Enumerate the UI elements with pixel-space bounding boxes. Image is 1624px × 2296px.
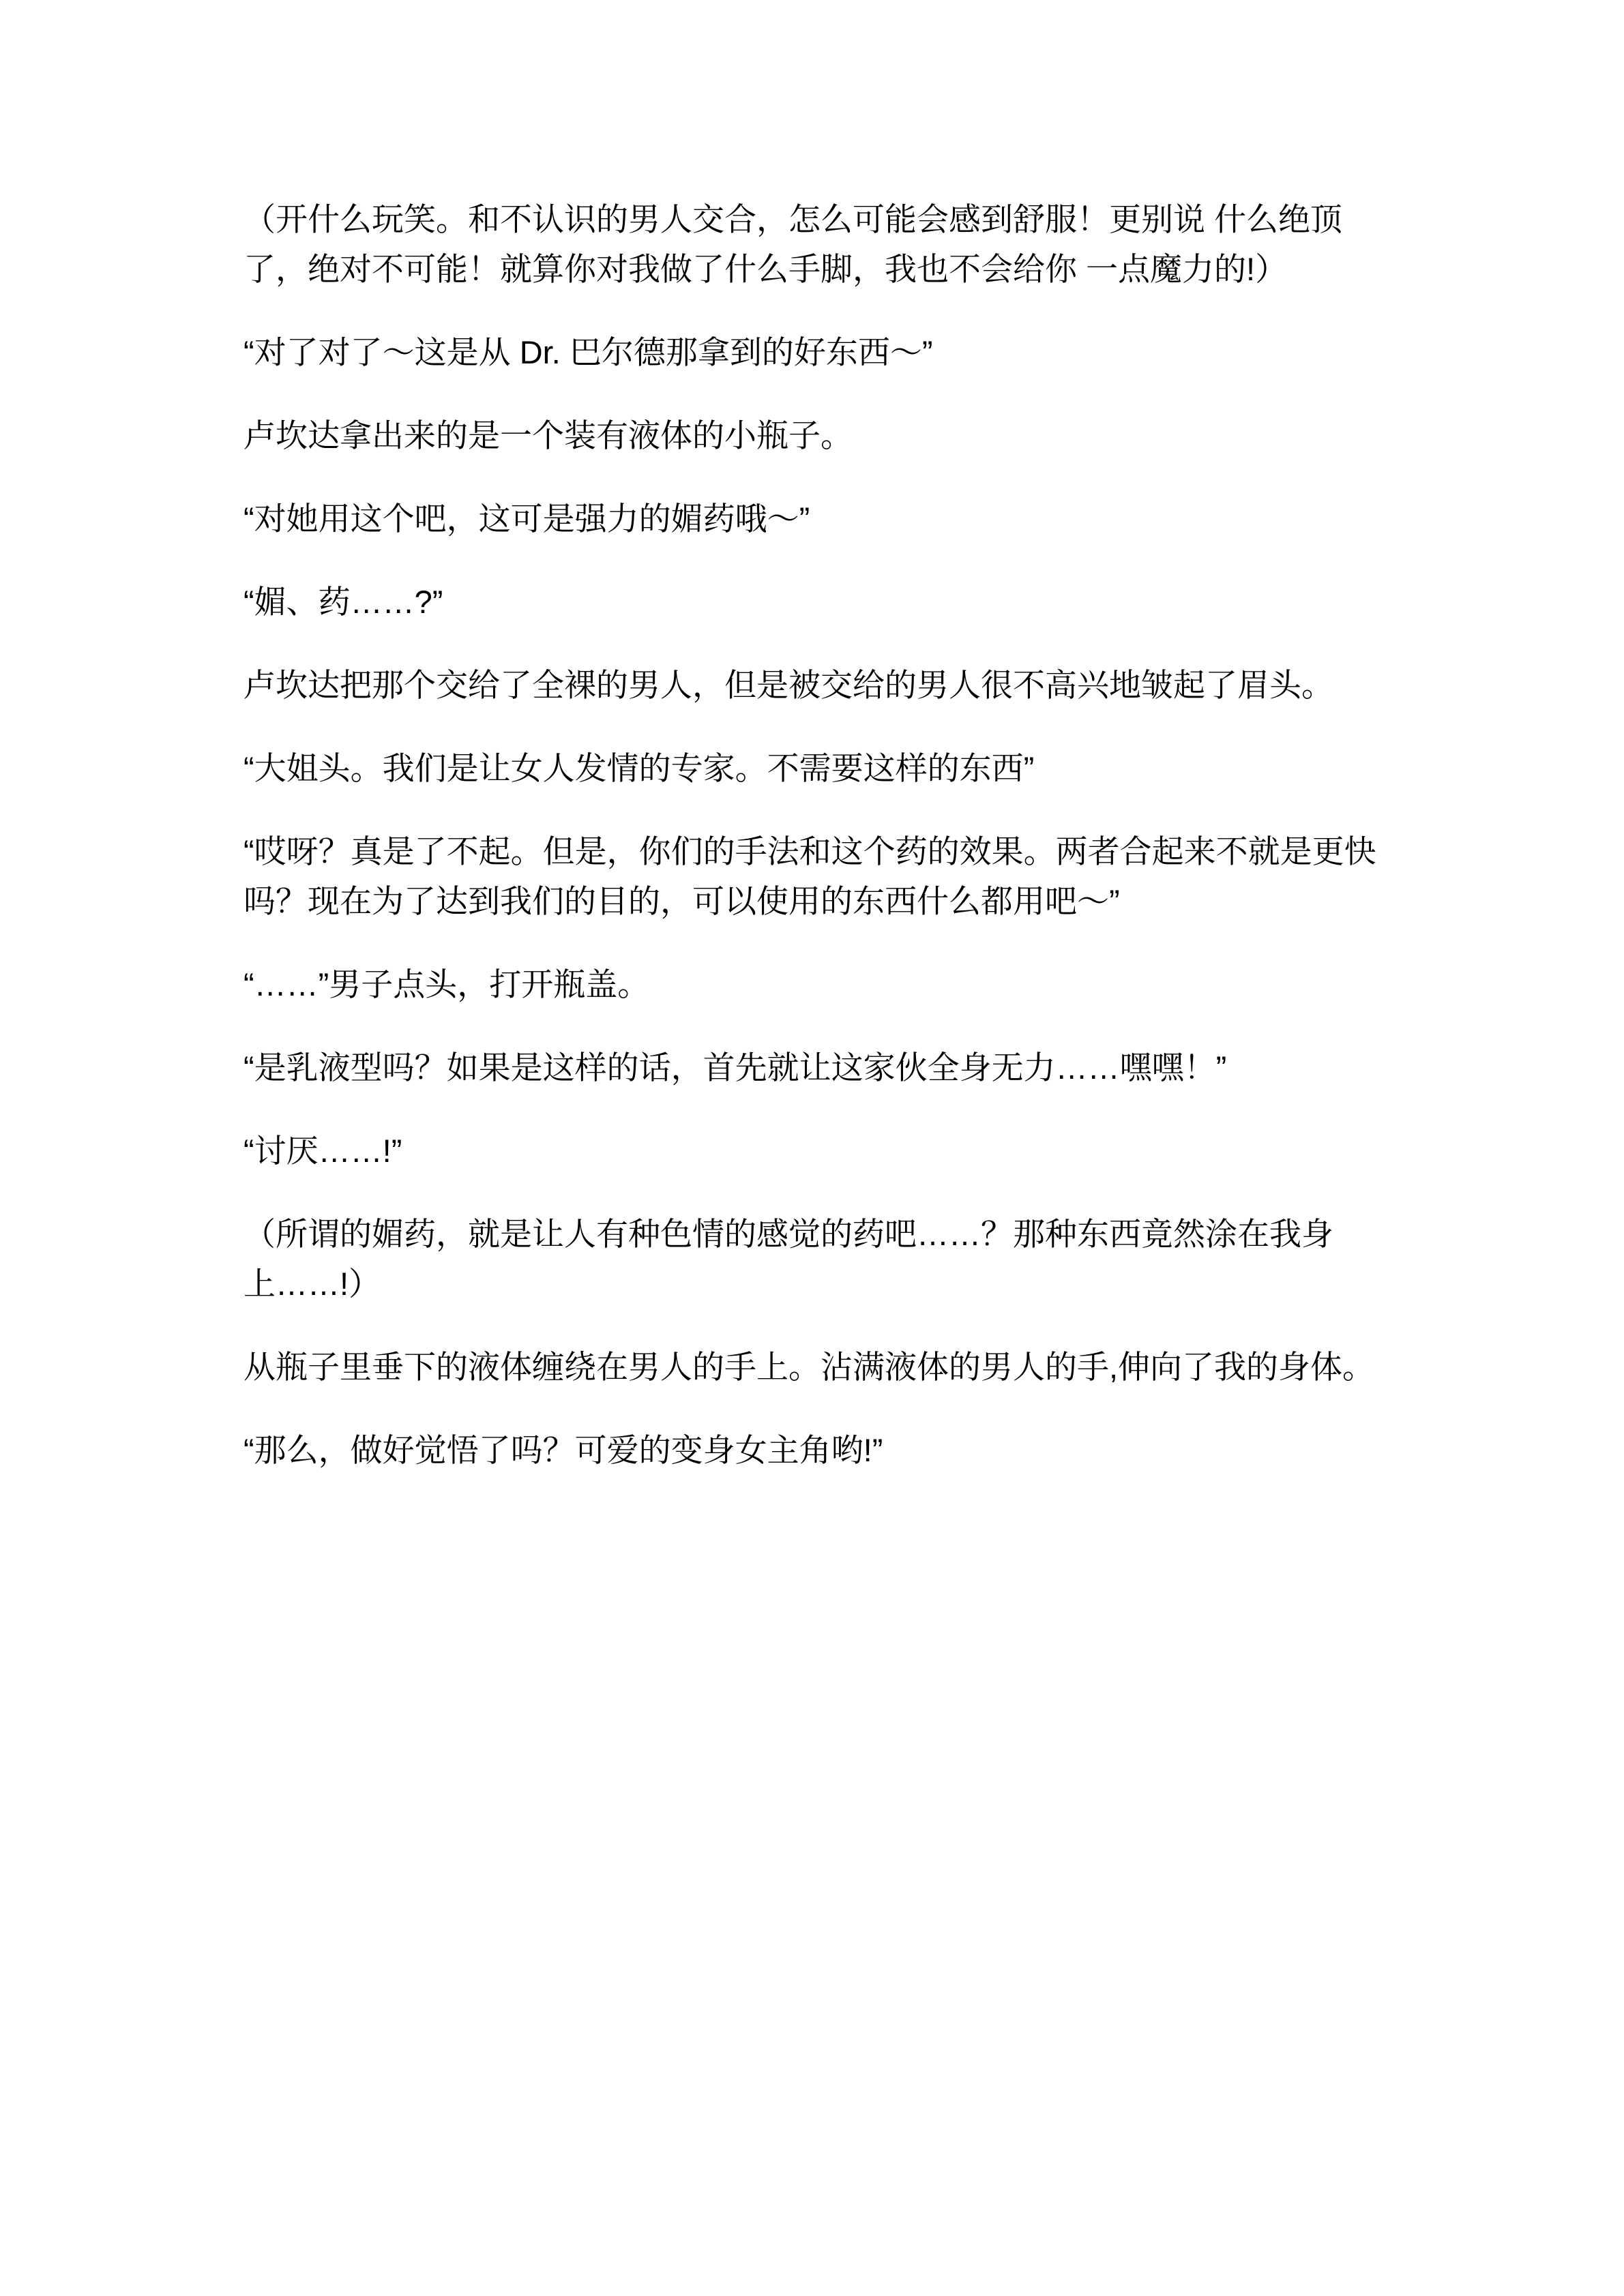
paragraph-dialogue: “大姐头。我们是让女人发情的专家。不需要这样的东西” — [243, 750, 1035, 786]
paragraph-narration: 卢坎达拿出来的是一个装有液体的小瓶子。 — [243, 417, 853, 453]
paragraph-narration: “……”男子点头，打开瓶盖。 — [243, 966, 650, 1002]
paragraph-dialogue: “是乳液型吗？如果是这样的话，首先就让这家伙全身无力……嘿嘿！” — [243, 1049, 1227, 1086]
paragraph-dialogue: “对她用这个吧，这可是强力的媚药哦～” — [243, 501, 810, 537]
paragraph-inner-monologue: （所谓的媚药，就是让人有种色情的感觉的药吧……？那种东西竟然涂在我身上……!） — [243, 1216, 1333, 1302]
paragraph-dialogue: “媚、药……?” — [243, 584, 443, 620]
paragraph-dialogue: “那么，做好觉悟了吗？可爱的变身女主角哟!” — [243, 1432, 883, 1468]
paragraph-narration: 从瓶子里垂下的液体缠绕在男人的手上。沾满液体的男人的手,伸向了我的身体。 — [243, 1349, 1375, 1385]
paragraph-dialogue: “哎呀？真是了不起。但是，你们的手法和这个药的效果。两者合起来不就是更快吗？现在为了达到我们的目的，可以使用的东西什么都用吧～” — [243, 833, 1376, 919]
paragraph-narration: 卢坎达把那个交给了全裸的男人，但是被交给的男人很不高兴地皱起了眉头。 — [243, 667, 1333, 703]
paragraph-inner-monologue: （开什么玩笑。和不认识的男人交合，怎么可能会感到舒服！更别说 什么绝顶了，绝对不可能！就算你对我做了什么手脚，我也不会给你 一点魔力的!） — [243, 201, 1343, 287]
paragraph-dialogue: “对了对了～这是从 Dr. 巴尔德那拿到的好东西～” — [243, 334, 933, 370]
paragraph-dialogue: “讨厌……!” — [243, 1133, 402, 1169]
